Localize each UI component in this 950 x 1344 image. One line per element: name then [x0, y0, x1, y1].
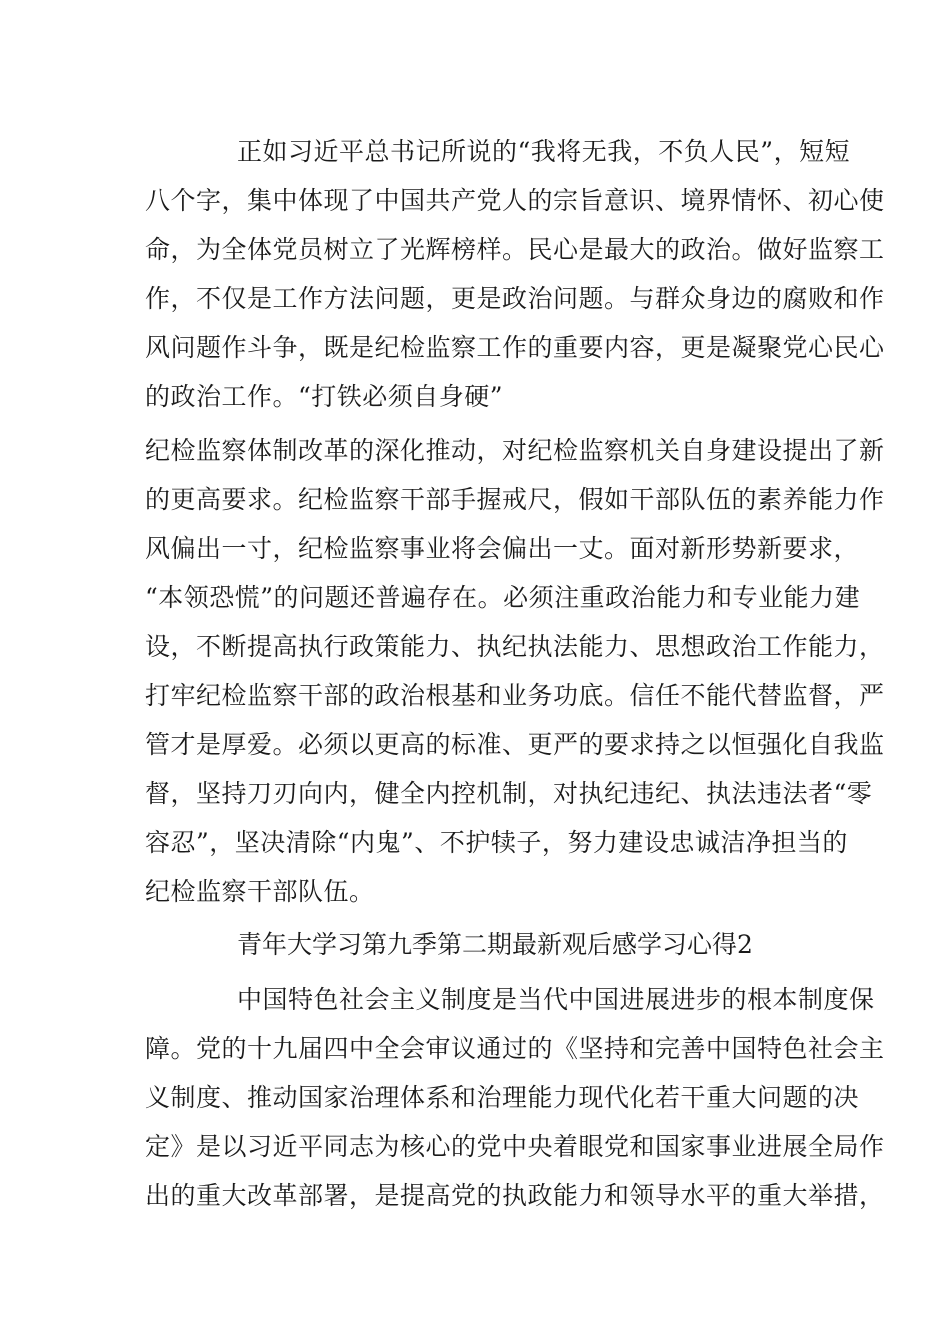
- paragraph-line: 中国特色社会主义制度是当代中国进展进步的根本制度保: [237, 985, 875, 1014]
- paragraph-line: 管才是厚爱。必须以更高的标准、更严的要求持之以恒强化自我监: [145, 730, 885, 759]
- paragraph-line: 八个字，集中体现了中国共产党人的宗旨意识、境界情怀、初心使: [145, 186, 885, 215]
- paragraph-line: 作，不仅是工作方法问题，更是政治问题。与群众身边的腐败和作: [145, 284, 885, 313]
- paragraph-line: 风问题作斗争，既是纪检监察工作的重要内容，更是凝聚党心民心: [145, 333, 885, 362]
- paragraph-line: 纪检监察体制改革的深化推动，对纪检监察机关自身建设提出了新: [145, 436, 885, 465]
- paragraph-line: 的政治工作。“打铁必须自身硬”: [145, 382, 504, 411]
- paragraph-line: 正如习近平总书记所说的“我将无我，不负人民”，短短: [237, 137, 851, 166]
- paragraph-line: 纪检监察干部队伍。: [145, 877, 375, 906]
- paragraph-line: 督，坚持刀刃向内，健全内控机制，对执纪违纪、执法违法者“零: [145, 779, 873, 808]
- paragraph-line: 风偏出一寸，纪检监察事业将会偏出一丈。面对新形势新要求，: [145, 534, 860, 563]
- paragraph-line: 容忍”，坚决清除“内鬼”、不护犊子，努力建设忠诚洁净担当的: [145, 828, 848, 857]
- paragraph-line: 出的重大改革部署，是提高党的执政能力和领导水平的重大举措，: [145, 1181, 885, 1210]
- paragraph-line: 打牢纪检监察干部的政治根基和业务功底。信任不能代替监督，严: [145, 681, 885, 710]
- paragraph-line: 义制度、推动国家治理体系和治理能力现代化若干重大问题的决: [145, 1083, 860, 1112]
- paragraph-line: “本领恐慌”的问题还普遍存在。必须注重政治能力和专业能力建: [145, 583, 861, 612]
- section-title: 青年大学习第九季第二期最新观后感学习心得2: [237, 930, 753, 959]
- paragraph-line: 的更高要求。纪检监察干部手握戒尺，假如干部队伍的素养能力作: [145, 485, 885, 514]
- paragraph-line: 命，为全体党员树立了光辉榜样。民心是最大的政治。做好监察工: [145, 235, 885, 264]
- paragraph-line: 定》是以习近平同志为核心的党中央着眼党和国家事业进展全局作: [145, 1132, 885, 1161]
- paragraph-line: 障。党的十九届四中全会审议通过的《坚持和完善中国特色社会主: [145, 1034, 885, 1063]
- paragraph-line: 设，不断提高执行政策能力、执纪执法能力、思想政治工作能力，: [145, 632, 885, 661]
